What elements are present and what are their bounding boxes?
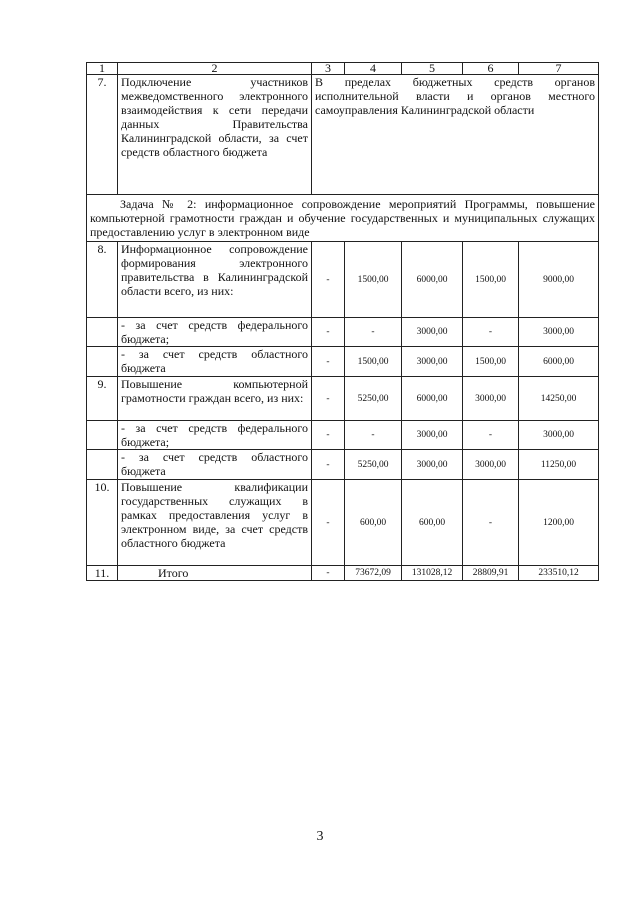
cell-c7: 3000,00 xyxy=(519,318,599,347)
table-row xyxy=(87,242,599,318)
table-row xyxy=(87,480,599,566)
cell-c7: 233510,12 xyxy=(519,566,599,581)
cell-c5: 600,00 xyxy=(402,480,463,566)
cell-c4: 1500,00 xyxy=(345,242,402,318)
cell-c3: - xyxy=(312,480,345,566)
cell-c4: 600,00 xyxy=(345,480,402,566)
row-number: 11. xyxy=(87,566,118,581)
cell-c7: 1200,00 xyxy=(519,480,599,566)
budget-table xyxy=(86,62,599,581)
row-name: - за счет средств федерального бюджета; xyxy=(118,318,312,347)
cell-c7: 11250,00 xyxy=(519,450,599,480)
cell-c3: - xyxy=(312,318,345,347)
cell-c5: 6000,00 xyxy=(402,242,463,318)
table-row xyxy=(87,318,599,347)
cell-c3: - xyxy=(312,347,345,377)
row-number: 8. xyxy=(87,242,118,318)
task-heading xyxy=(87,195,599,242)
cell-c3: - xyxy=(312,566,345,581)
table-row xyxy=(87,421,599,450)
row-name: Подключение участников межведомственного электронного взаимодействия к сети передачи данных Правительства Калининградской области, за счет средств областного бюджета xyxy=(118,75,312,195)
page-number: 3 xyxy=(316,829,324,844)
cell-c6: 3000,00 xyxy=(463,450,519,480)
cell-c5: 3000,00 xyxy=(402,450,463,480)
header-cell: 6 xyxy=(463,63,519,75)
row-number: 7. xyxy=(87,75,118,195)
row-name: Информационное сопровождение формирования электронного правительства в Калининградской области всего, из них: xyxy=(118,242,312,318)
cell-c4: - xyxy=(345,421,402,450)
row-number xyxy=(87,347,118,377)
cell-c5: 3000,00 xyxy=(402,347,463,377)
cell-c4: - xyxy=(345,318,402,347)
header-cell: 3 xyxy=(312,63,345,75)
cell-c4: 73672,09 xyxy=(345,566,402,581)
row-number: 9. xyxy=(87,377,118,421)
task-text: Задача № 2: информационное сопровождение мероприятий Программы, повышение компьютерной грамотности граждан и обучение государственных и муниципальных служащих предоставлению услуг в электронном виде xyxy=(90,197,595,239)
cell-c6: - xyxy=(463,421,519,450)
header-cell: 1 xyxy=(87,63,118,75)
total-label: Итого xyxy=(118,566,312,581)
cell-c7: 9000,00 xyxy=(519,242,599,318)
header-cell: 5 xyxy=(402,63,463,75)
cell-c5: 3000,00 xyxy=(402,421,463,450)
cell-c4: 5250,00 xyxy=(345,377,402,421)
cell-c5: 131028,12 xyxy=(402,566,463,581)
header-cell: 2 xyxy=(118,63,312,75)
cell-c3: - xyxy=(312,450,345,480)
header-row xyxy=(87,63,599,75)
header-cell: 4 xyxy=(345,63,402,75)
header-cell: 7 xyxy=(519,63,599,75)
cell-c5: 3000,00 xyxy=(402,318,463,347)
cell-c6: 28809,91 xyxy=(463,566,519,581)
row-number xyxy=(87,450,118,480)
funding-text: В пределах бюджетных средств органов исполнительной власти и органов местного самоуправления Калининградской области xyxy=(312,75,599,195)
cell-c6: 1500,00 xyxy=(463,242,519,318)
cell-c6: - xyxy=(463,480,519,566)
row-name: Повышение компьютерной грамотности граждан всего, из них: xyxy=(118,377,312,421)
table-row xyxy=(87,75,599,195)
total-row xyxy=(87,566,599,581)
cell-c7: 3000,00 xyxy=(519,421,599,450)
row-name: - за счет средств областного бюджета xyxy=(118,347,312,377)
cell-c3: - xyxy=(312,421,345,450)
cell-c6: 1500,00 xyxy=(463,347,519,377)
cell-c4: 1500,00 xyxy=(345,347,402,377)
cell-c5: 6000,00 xyxy=(402,377,463,421)
table-row xyxy=(87,450,599,480)
table-row xyxy=(87,347,599,377)
table-row xyxy=(87,377,599,421)
row-number xyxy=(87,318,118,347)
cell-c7: 14250,00 xyxy=(519,377,599,421)
cell-c4: 5250,00 xyxy=(345,450,402,480)
cell-c3: - xyxy=(312,377,345,421)
row-name: - за счет средств федерального бюджета; xyxy=(118,421,312,450)
row-number: 10. xyxy=(87,480,118,566)
task-row xyxy=(87,195,599,242)
cell-c7: 6000,00 xyxy=(519,347,599,377)
row-number xyxy=(87,421,118,450)
row-name: Повышение квалификации государственных служащих в рамках предоставления услуг в электронном виде, за счет средств областного бюджета xyxy=(118,480,312,566)
row-name: - за счет средств областного бюджета xyxy=(118,450,312,480)
cell-c3: - xyxy=(312,242,345,318)
cell-c6: - xyxy=(463,318,519,347)
cell-c6: 3000,00 xyxy=(463,377,519,421)
